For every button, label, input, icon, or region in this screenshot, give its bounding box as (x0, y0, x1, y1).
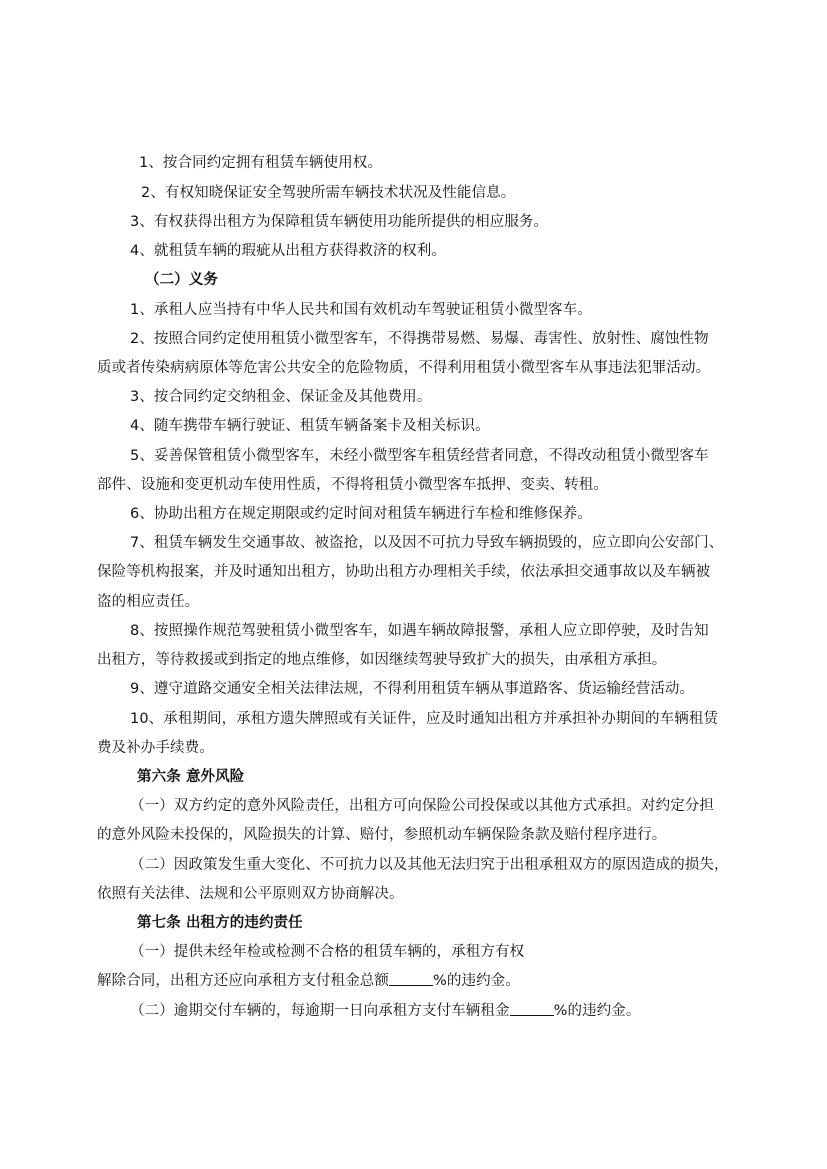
article-7-para-1-text-after-blank: %的违约金。 (433, 973, 520, 989)
duty-item-2-line-1: 2、按照合同约定使用租赁小微型客车，不得携带易燃、易爆、毒害性、放射性、腐蚀性物 (130, 331, 709, 347)
duty-item-10-line-2: 费及补办手续费。 (97, 740, 214, 756)
duty-item-7-line-1: 7、租赁车辆发生交通事故、被盗抢，以及因不可抗力导致车辆损毁的，应立即向公安部门、 (130, 535, 724, 551)
right-item-1: 1、按合同约定拥有租赁车辆使用权。 (139, 155, 382, 171)
article-7-para-1-text-before-blank: 解除合同，出租方还应向承租方支付租金总额 (97, 973, 389, 989)
duty-item-8-line-2: 出租方，等待救援或到指定的地点维修，如因继续驾驶导致扩大的损失，由承租方承担。 (97, 652, 667, 668)
article-6-para-2-line-1: （二）因政策发生重大变化、不可抗力以及其他无法归究于出租承租双方的原因造成的损失， (130, 857, 729, 873)
article-7-para-2-text-after-blank: %的违约金。 (553, 1003, 641, 1019)
article-7-para-2-text-before-blank: （二）逾期交付车辆的，每逾期一日向承租方支付车辆租金 (130, 1003, 510, 1019)
duty-item-8-line-1: 8、按照操作规范驾驶租赁小微型客车，如遇车辆故障报警，承租人应立即停驶，及时告知 (130, 623, 709, 639)
article-7-para-1-line-1: （一）提供未经年检或检测不合格的租赁车辆的，承租方有权 (130, 944, 525, 960)
duty-item-7-line-2: 保险等机构报案，并及时通知出租方，协助出租方办理相关手续，依法承担交通事故以及车辆被 (97, 564, 711, 580)
right-item-2: 2、有权知晓保证安全驾驶所需车辆技术状况及性能信息。 (141, 185, 516, 201)
duty-item-6: 6、协助出租方在规定期限或约定时间对租赁车辆进行车检和维修保养。 (130, 506, 592, 522)
article-6-para-2-line-2: 依照有关法律、法规和公平原则双方协商解决。 (97, 886, 404, 902)
article-6-para-1-line-1: （一）双方约定的意外风险责任，出租方可向保险公司投保或以其他方式承担。对约定分担 (130, 798, 714, 814)
article-7-heading: 第七条 出租方的违约责任 (137, 915, 303, 931)
right-item-4: 4、就租赁车辆的瑕疵从出租方获得救济的权利。 (130, 243, 446, 259)
article-7-para-2 (130, 1001, 641, 1021)
duty-item-3: 3、按合同约定交纳租金、保证金及其他费用。 (130, 389, 432, 405)
article-6-heading: 第六条 意外风险 (137, 769, 245, 785)
duty-item-4: 4、随车携带车辆行驶证、租赁车辆备案卡及相关标识。 (130, 418, 490, 434)
duties-heading: （二）义务 (145, 272, 218, 288)
duty-item-7-line-3: 盗的相应责任。 (97, 594, 200, 610)
penalty-rate-blank-1[interactable] (389, 971, 433, 986)
duty-item-9: 9、遵守道路交通安全相关法律法规，不得利用租赁车辆从事道路客、货运输经营活动。 (130, 681, 695, 697)
duty-item-10-line-1: 10、承租期间，承租方遗失牌照或有关证件，应及时通知出租方并承担补办期间的车辆租赁 (130, 711, 719, 727)
duty-item-5-line-1: 5、妥善保管租赁小微型客车，未经小微型客车租赁经营者同意，不得改动租赁小微型客车 (130, 448, 709, 464)
article-7-para-1-line-2 (97, 971, 520, 991)
duty-item-5-line-2: 部件、设施和变更机动车使用性质，不得将租赁小微型客车抵押、变卖、转租。 (97, 477, 608, 493)
duty-item-2-line-2: 质或者传染病病原体等危害公共安全的危险物质，不得利用租赁小微型客车从事违法犯罪活动。 (97, 360, 711, 376)
right-item-3: 3、有权获得出租方为保障租赁车辆使用功能所提供的相应服务。 (130, 214, 549, 230)
penalty-rate-blank-2[interactable] (510, 1001, 554, 1016)
duty-item-1: 1、承租人应当持有中华人民共和国有效机动车驾驶证租赁小微型客车。 (130, 302, 592, 318)
article-6-para-1-line-2: 的意外风险未投保的，风险损失的计算、赔付，参照机动车辆保险条款及赔付程序进行。 (97, 827, 667, 843)
